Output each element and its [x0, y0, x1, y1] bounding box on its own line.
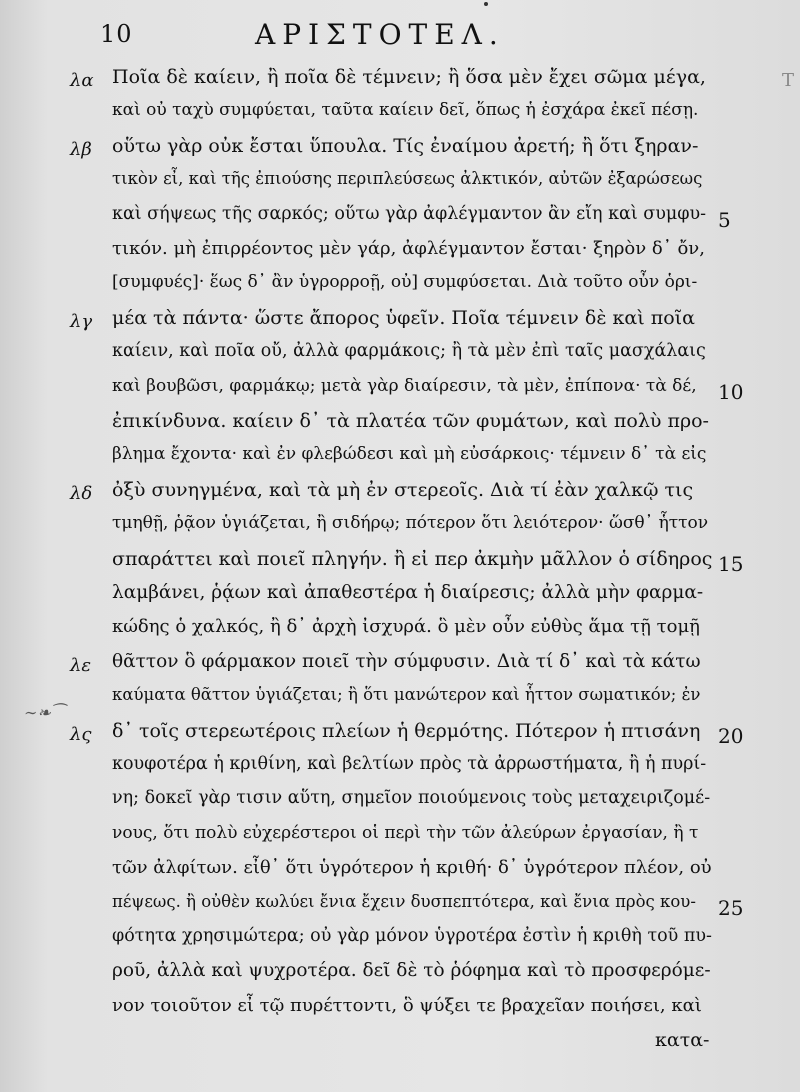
section-marker: λα [70, 70, 94, 91]
text-line: καὶ σήψεως τῆς σαρκός; οὕτω γὰρ ἀφλέγμαντον ἂν εἴη καὶ συμφυ- [112, 203, 707, 224]
text-line: λαμβάνει, ῥᾴων καὶ ἀπαθεστέρα ἡ διαίρεσις; ἀλλὰ μὴν φαρμα- [112, 582, 704, 603]
text-line: τικὸν εἶ, καὶ τῆς ἐπιούσης περιπλεύσεως ἀλκτικόν, αὐτῶν ἐξαρώσεως [112, 169, 703, 189]
text-line: ὀξὺ συνηγμένα, καὶ τὰ μὴ ἐν στερεοῖς. Διὰ τί ἐὰν χαλκῷ τις [112, 478, 694, 501]
section-marker: λς [70, 723, 92, 745]
handwritten-margin-mark: ∼❧⁀ [24, 703, 64, 722]
text-line: καὶ οὐ ταχὺ συμφύεται, ταῦτα καίειν δεῖ, ὅπως ἡ ἐσχάρα ἐκεῖ πέσῃ. [112, 100, 699, 121]
line-number: 20 [718, 723, 744, 748]
text-line: κατα- [655, 1029, 710, 1052]
text-line: καὶ βουβῶσι, φαρμάκῳ; μετὰ γὰρ διαίρεσιν, τὰ μὲν, ἐπίπονα· τὰ δέ, [112, 375, 697, 396]
section-marker: λε [70, 654, 92, 676]
text-line: οὕτω γὰρ οὐκ ἔσται ὕπουλα. Τίς ἐναίμου ἀρετή; ἢ ὅτι ξηραν- [112, 134, 699, 157]
line-number: 10 [718, 379, 744, 404]
bleed-through-text: Τ [782, 70, 795, 91]
text-line: φότητα χρησιμώτερα; οὐ γὰρ μόνον ὑγροτέρα ἐστὶν ἡ κριθὴ τοῦ πυ- [112, 926, 712, 946]
text-line: μέα τὰ πάντα· ὥστε ἄπορος ὑφεῖν. Ποῖα τέμνειν δὲ καὶ ποῖα [112, 306, 695, 329]
section-marker: λγ [70, 310, 93, 332]
text-line: ἐπικίνδυνα. καίειν δ᾽ τὰ πλατέα τῶν φυμάτων, καὶ πολὺ προ- [112, 410, 709, 432]
text-line: θᾶττον ὃ φάρμακον ποιεῖ τὴν σύμφυσιν. Διὰ τί δ᾽ καὶ τὰ κάτω [112, 650, 701, 672]
ink-speck [484, 2, 488, 6]
text-line: πέψεως. ἢ οὐθὲν κωλύει ἔνια ἔχειν δυσπεπτότερα, καὶ ἔνια πρὸς κου- [112, 891, 696, 911]
text-line: νους, ὅτι πολὺ εὐχερέστεροι οἱ περὶ τὴν τῶν ἀλεύρων ἐργασίαν, ἢ τ [112, 822, 699, 843]
text-line: κουφοτέρα ἡ κριθίνη, καὶ βελτίων πρὸς τὰ ἀρρωστήματα, ἢ ἡ πυρί- [112, 754, 707, 774]
text-line: ροῦ, ἀλλὰ καὶ ψυχροτέρα. δεῖ δὲ τὸ ῥόφημα καὶ τὸ προσφερόμε- [112, 960, 711, 982]
text-line: νη; δοκεῖ γὰρ τισιν αὕτη, σημεῖον ποιούμενοις τοὺς μεταχειριζομέ- [112, 788, 711, 809]
page-number: 10 [100, 20, 133, 48]
line-number: 25 [718, 895, 744, 920]
text-line: τικόν. μὴ ἐπιρρέοντος μὲν γάρ, ἀφλέγμαντον ἔσται· ξηρὸν δ᾽ ὄν, [112, 238, 705, 259]
text-line: καίειν, καὶ ποῖα οὔ, ἀλλὰ φαρμάκοις; ἢ τὰ μὲν ἐπὶ ταῖς μασχάλαις [112, 341, 706, 362]
section-marker: λβ [70, 138, 92, 160]
text-line: δ᾽ τοῖς στερεωτέροις πλείων ἡ θερμότης. Πότερον ἡ πτισάνη [112, 719, 701, 742]
section-marker: λδ [70, 482, 93, 504]
line-number: 15 [718, 551, 744, 576]
text-line: κώδης ὁ χαλκός, ἢ δ᾽ ἀρχὴ ἰσχυρά. ὃ μὲν οὖν εὐθὺς ἅμα τῇ τομῇ [112, 616, 700, 638]
text-line: σπαράττει καὶ ποιεῖ πληγήν. ἢ εἰ περ ἀκμὴν μᾶλλον ὁ σίδηρος [112, 547, 713, 570]
text-line: νον τοιοῦτον εἶ τῷ πυρέττοντι, ὃ ψύξει τε βραχεῖαν ποιήσει, καὶ [112, 994, 702, 1016]
text-line: τμηθῇ, ῥᾷον ὑγιάζεται, ἢ σιδήρῳ; πότερον ὅτι λειότερον· ὥσθ᾽ ἧττον [112, 513, 709, 534]
text-line: βλημα ἔχοντα· καὶ ἐν φλεβώδεσι καὶ μὴ εὐσάρκοις· τέμνειν δ᾽ τὰ εἰς [112, 444, 707, 465]
running-title: ΑΡΙΣΤΟΤΕΛ. [255, 18, 505, 51]
line-number: 5 [718, 207, 731, 232]
text-line: [συμφυές]· ἕως δ᾽ ἂν ὑγρορροῇ, οὐ] συμφύσεται. Διὰ τοῦτο οὖν ὁρι- [112, 272, 698, 293]
text-line: Ποῖα δὲ καίειν, ἢ ποῖα δὲ τέμνειν; ἢ ὅσα μὲν ἔχει σῶμα μέγα, [112, 66, 706, 88]
text-line: καύματα θᾶττον ὑγιάζεται; ἢ ὅτι μανώτερον καὶ ἧττον σωματικόν; ἐν [112, 685, 701, 705]
text-line: τῶν ἀλφίτων. εἶθ᾽ ὅτι ὑγρότερον ἡ κριθή· δ᾽ ὑγρότερον πλέον, οὐ [112, 857, 712, 879]
